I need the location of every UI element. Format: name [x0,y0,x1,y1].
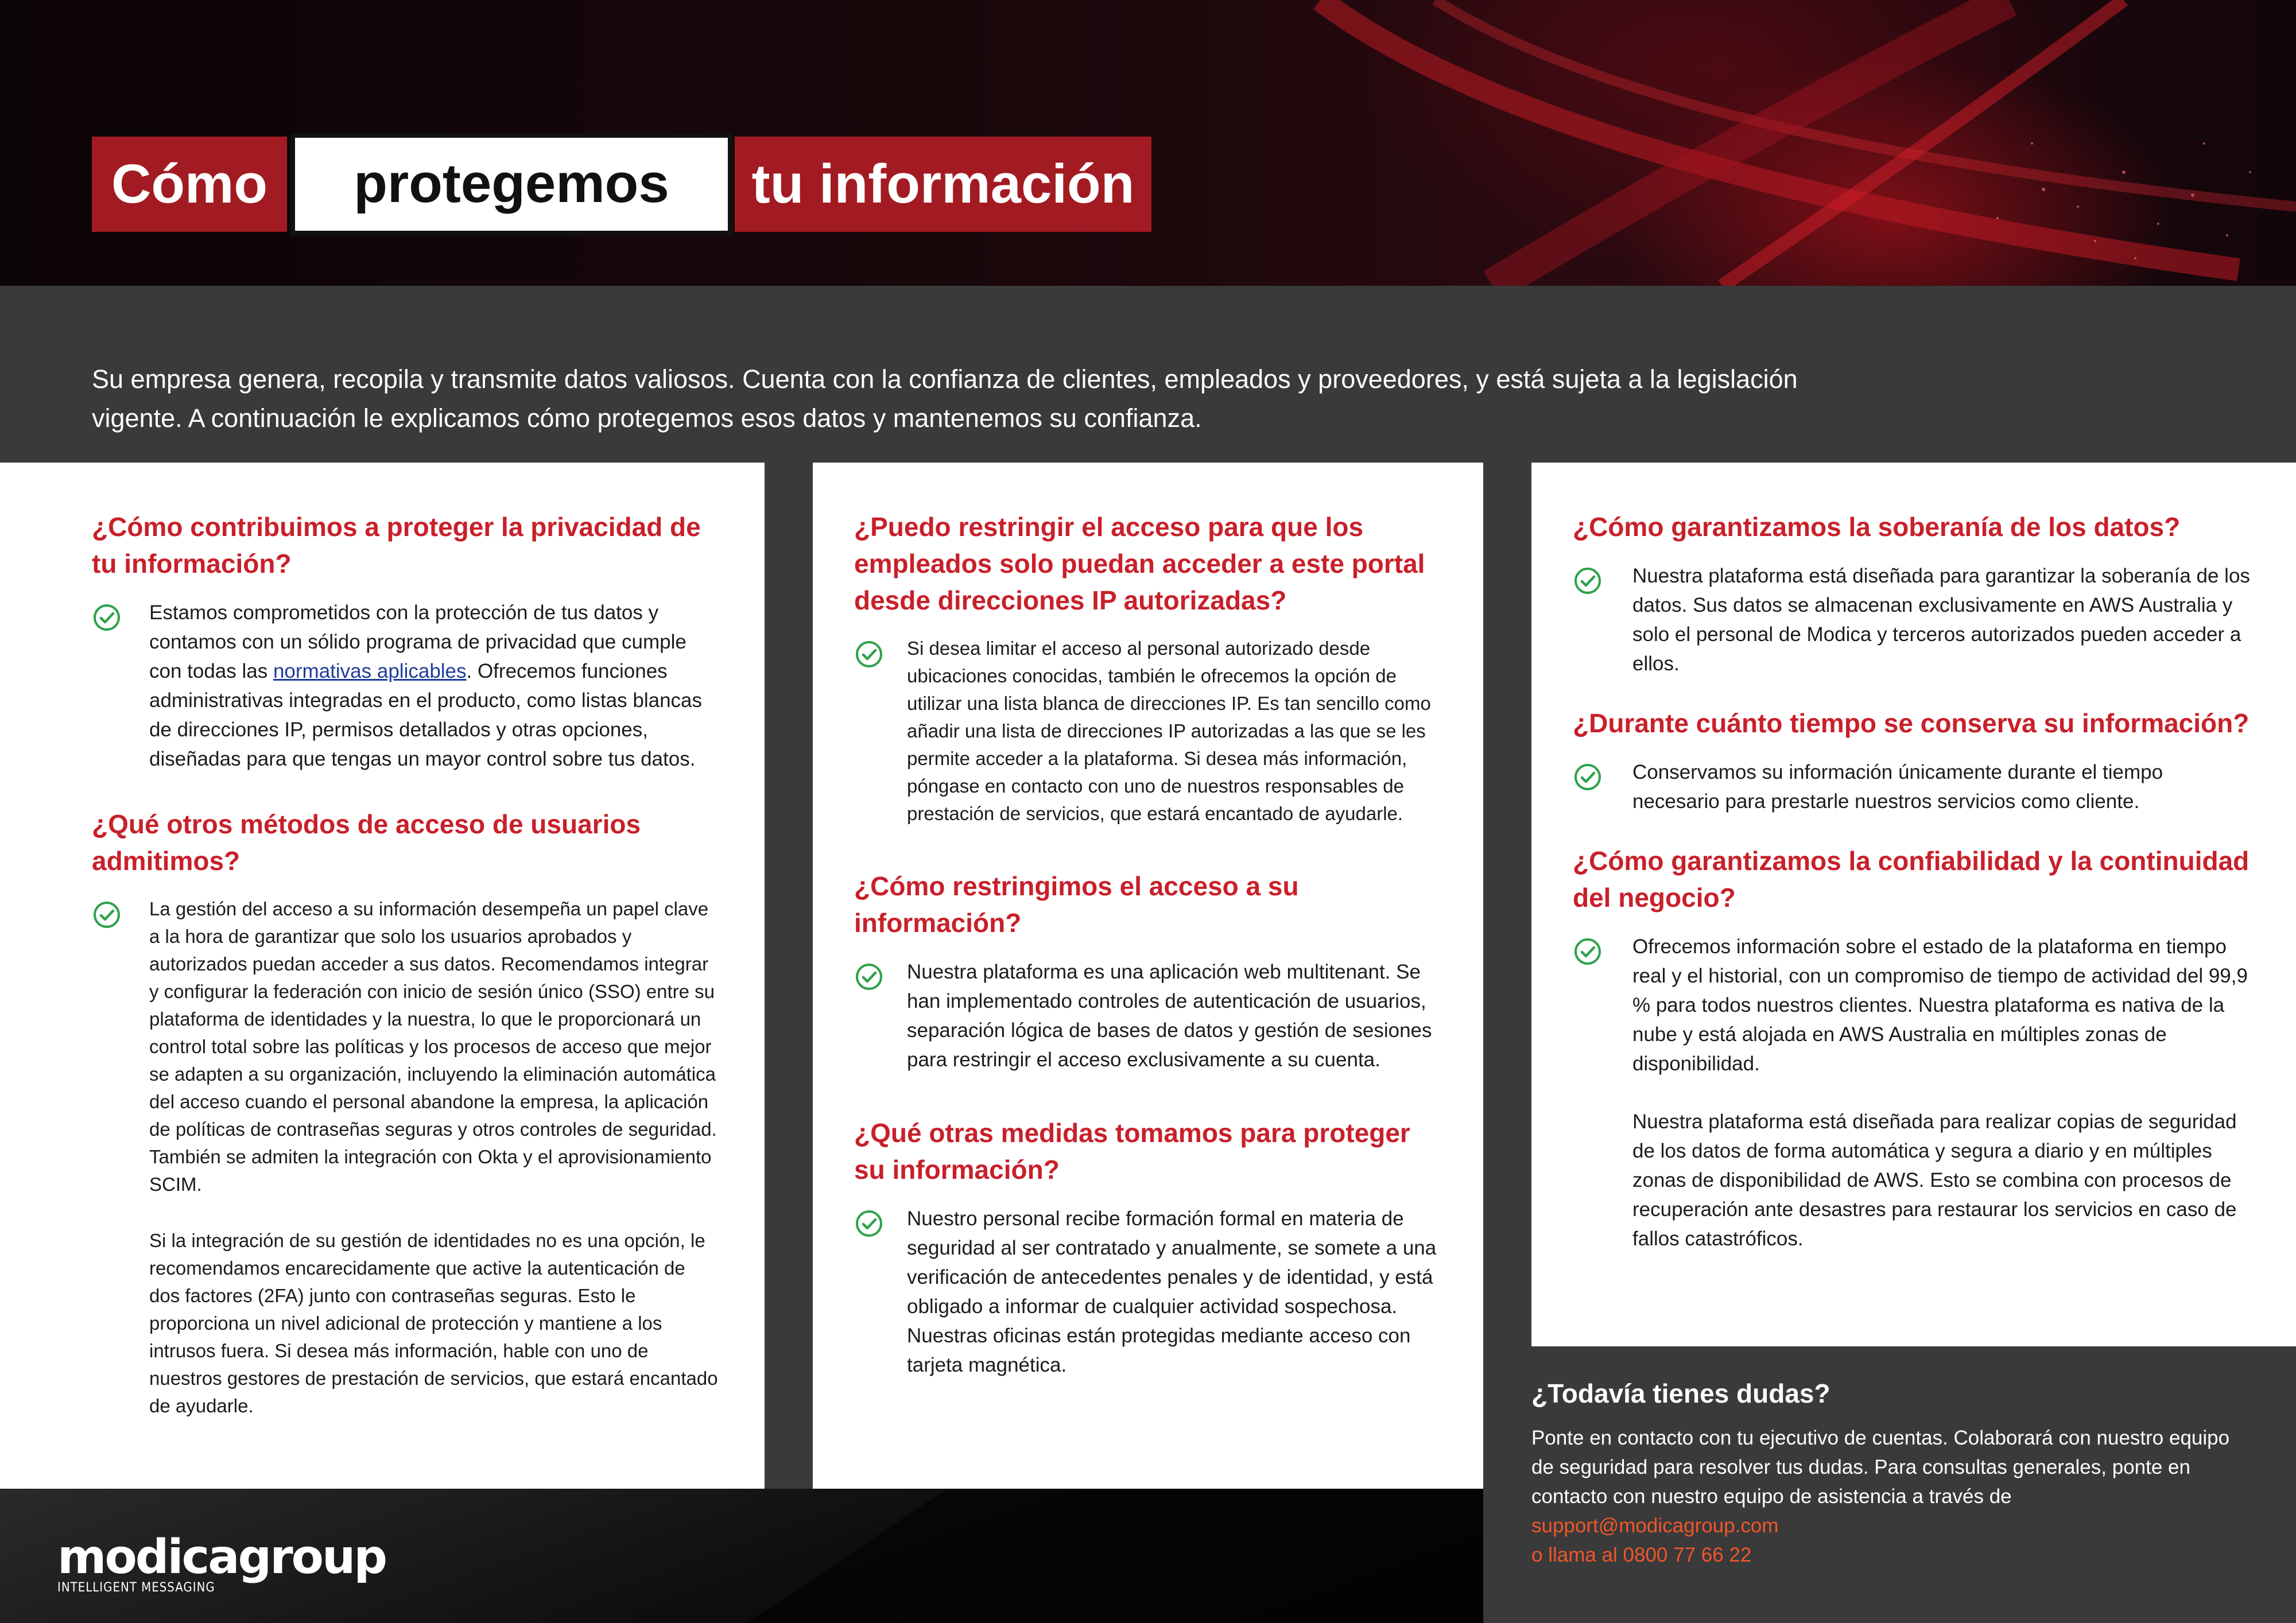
logo-wordmark: modicagroup [57,1530,386,1585]
regulations-link[interactable]: normativas aplicables [273,660,467,682]
answer-ip-restriction [854,635,1437,828]
question-access-methods: ¿Qué otros métodos de acceso de usuarios admitimos? [92,809,641,876]
answer-paragraph: Conservamos su información únicamente durante el tiempo necesario para prestarle nuestros servicios como cliente. [1632,761,2163,813]
answer-text: Estamos comprometidos con la protección de tus datos y contamos con un sólido programa de privacidad que cumple con todas las [149,601,687,682]
answer-text: . Ofrecemos funciones administrativas integradas en el producto, como listas blancas de direcciones IP, permisos detallados y otras opciones, diseñadas para que tengas un mayor control sobre tus datos. [149,660,702,770]
answer-restrict-access [854,957,1437,1074]
check-circle-icon [1573,762,1603,792]
question-other-measures: ¿Qué otras medidas tomamos para proteger su información? [854,1118,1410,1185]
answer-paragraph: Nuestro personal recibe formación formal en materia de seguridad al ser contratado y anualmente, se somete a una verificación de antecedentes penales y de identidad, y está obligado a informar de cualquier actividad sospechosa. Nuestras oficinas están protegidas mediante acceso con tarjeta magnética. [907,1207,1437,1376]
question-retention: ¿Durante cuánto tiempo se conserva su información? [1573,708,2250,738]
contact-title: ¿Todavía tienes dudas? [1531,1379,1830,1408]
question-privacy: ¿Cómo contribuimos a proteger la privacidad de tu información? [92,512,701,578]
answer-access-methods [92,895,719,1420]
column-privacy [0,463,765,1489]
answer-sovereignty [1573,561,2250,678]
answer-privacy [92,598,719,774]
contact-body: Ponte en contacto con tu ejecutivo de cuentas. Colaborará con nuestro equipo de seguridad para resolver tus dudas. Para consultas generales, ponte en contacto con nuestro equipo de asistencia a través de [1531,1427,2230,1508]
answer-retention [1573,758,2250,816]
support-phone[interactable]: o llama al 0800 77 66 22 [1531,1544,1752,1566]
answer-paragraph: Si desea limitar el acceso al personal autorizado desde ubicaciones conocidas, también le ofrecemos la opción de utilizar una lista blanca de direcciones IP. Es tan sencillo como añadir una lista de direcciones IP autorizadas a las que se les permite acceder a la plataforma. Si desea más información, póngase en contacto con uno de nuestros responsables de prestación de servicios, que estará encantado de ayudarle. [907,638,1431,824]
contact-section [1531,1375,2255,1570]
answer-paragraph: Nuestra plataforma está diseñada para realizar copias de seguridad de los datos de forma automática y segura a diario y en múltiples zonas de disponibilidad de AWS. Esto se combina con procesos de recuperación ante desastres para restaurar los servicios en caso de fallos catastróficos. [1632,1111,2237,1250]
logo-tagline: INTELLIGENT MESSAGING [57,1581,215,1595]
answer-paragraph: La gestión del acceso a su información desempeña un papel clave a la hora de garantizar que solo los usuarios aprobados y autorizados puedan acceder a sus datos. Recomendamos integrar y configurar la federación con inicio de sesión único (SSO) entre su plataforma de identidades y la nuestra, lo que le proporcionará un control total sobre las políticas y los procesos de acceso que mejor se adapten a su organización, incluyendo la eliminación automática del acceso cuando el personal abandone la empresa, la aplicación de políticas de contraseñas seguras y otros controles de seguridad. También se admiten la integración con Okta y el aprovisionamiento SCIM. [149,898,717,1195]
question-restrict-access: ¿Cómo restringimos el acceso a su información? [854,871,1299,938]
answer-paragraph: Nuestra plataforma es una aplicación web multitenant. Se han implementado controles de autenticación de usuarios, separación lógica de bases de datos y gestión de sesiones para restringir el acceso exclusivamente a su cuenta. [907,961,1432,1071]
support-email-link[interactable]: support@modicagroup.com [1531,1515,1779,1537]
column-access [813,463,1483,1489]
question-ip-restriction: ¿Puedo restringir el acceso para que los empleados solo puedan acceder a este portal desde direcciones IP autorizadas? [854,512,1425,615]
title-part-3: tu información [735,137,1151,232]
modicagroup-logo [57,1530,386,1595]
title-part-2: protegemos [290,133,732,235]
answer-other-measures [854,1204,1437,1380]
check-circle-icon [92,900,122,930]
question-continuity: ¿Cómo garantizamos la confiabilidad y la continuidad del negocio? [1573,846,2250,913]
check-circle-icon [854,962,884,992]
check-circle-icon [1573,566,1603,596]
answer-continuity [1573,932,2250,1253]
check-circle-icon [854,1209,884,1238]
answer-paragraph: Ofrecemos información sobre el estado de la plataforma en tiempo real y el historial, con un compromiso de tiempo de actividad del 99,9 % para todos nuestros clientes. Nuestra plataforma es nativa de la nube y está alojada en AWS Australia en múltiples zonas de disponibilidad. [1632,935,2248,1075]
check-circle-icon [1573,937,1603,966]
answer-paragraph: Si la integración de su gestión de identidades no es una opción, le recomendamos encarecidamente que active la autenticación de dos factores (2FA) junto con contraseñas seguras. Esto le proporciona un nivel adicional de protección y mantiene a los intrusos fuera. Si desea más información, hable con uno de nuestros gestores de prestación de servicios, que estará encantado de ayudarle. [149,1230,718,1416]
title-part-1: Cómo [92,137,287,232]
hero-banner [0,0,2296,286]
intro-text: Su empresa genera, recopila y transmite datos valiosos. Cuenta con la confianza de clientes, empleados y proveedores, y está sujeta a la legislación vigente. A continuación le explicamos cómo protegemos esos datos y mantenemos su confianza. [92,364,1798,433]
check-circle-icon [854,639,884,669]
check-circle-icon [92,603,122,632]
column-sovereignty [1531,463,2296,1346]
question-sovereignty: ¿Cómo garantizamos la soberanía de los datos? [1573,512,2181,542]
answer-paragraph: Nuestra plataforma está diseñada para garantizar la soberanía de los datos. Sus datos se almacenan exclusivamente en AWS Australia y solo el personal de Modica y terceros autorizados pueden acceder a ellos. [1632,565,2250,675]
